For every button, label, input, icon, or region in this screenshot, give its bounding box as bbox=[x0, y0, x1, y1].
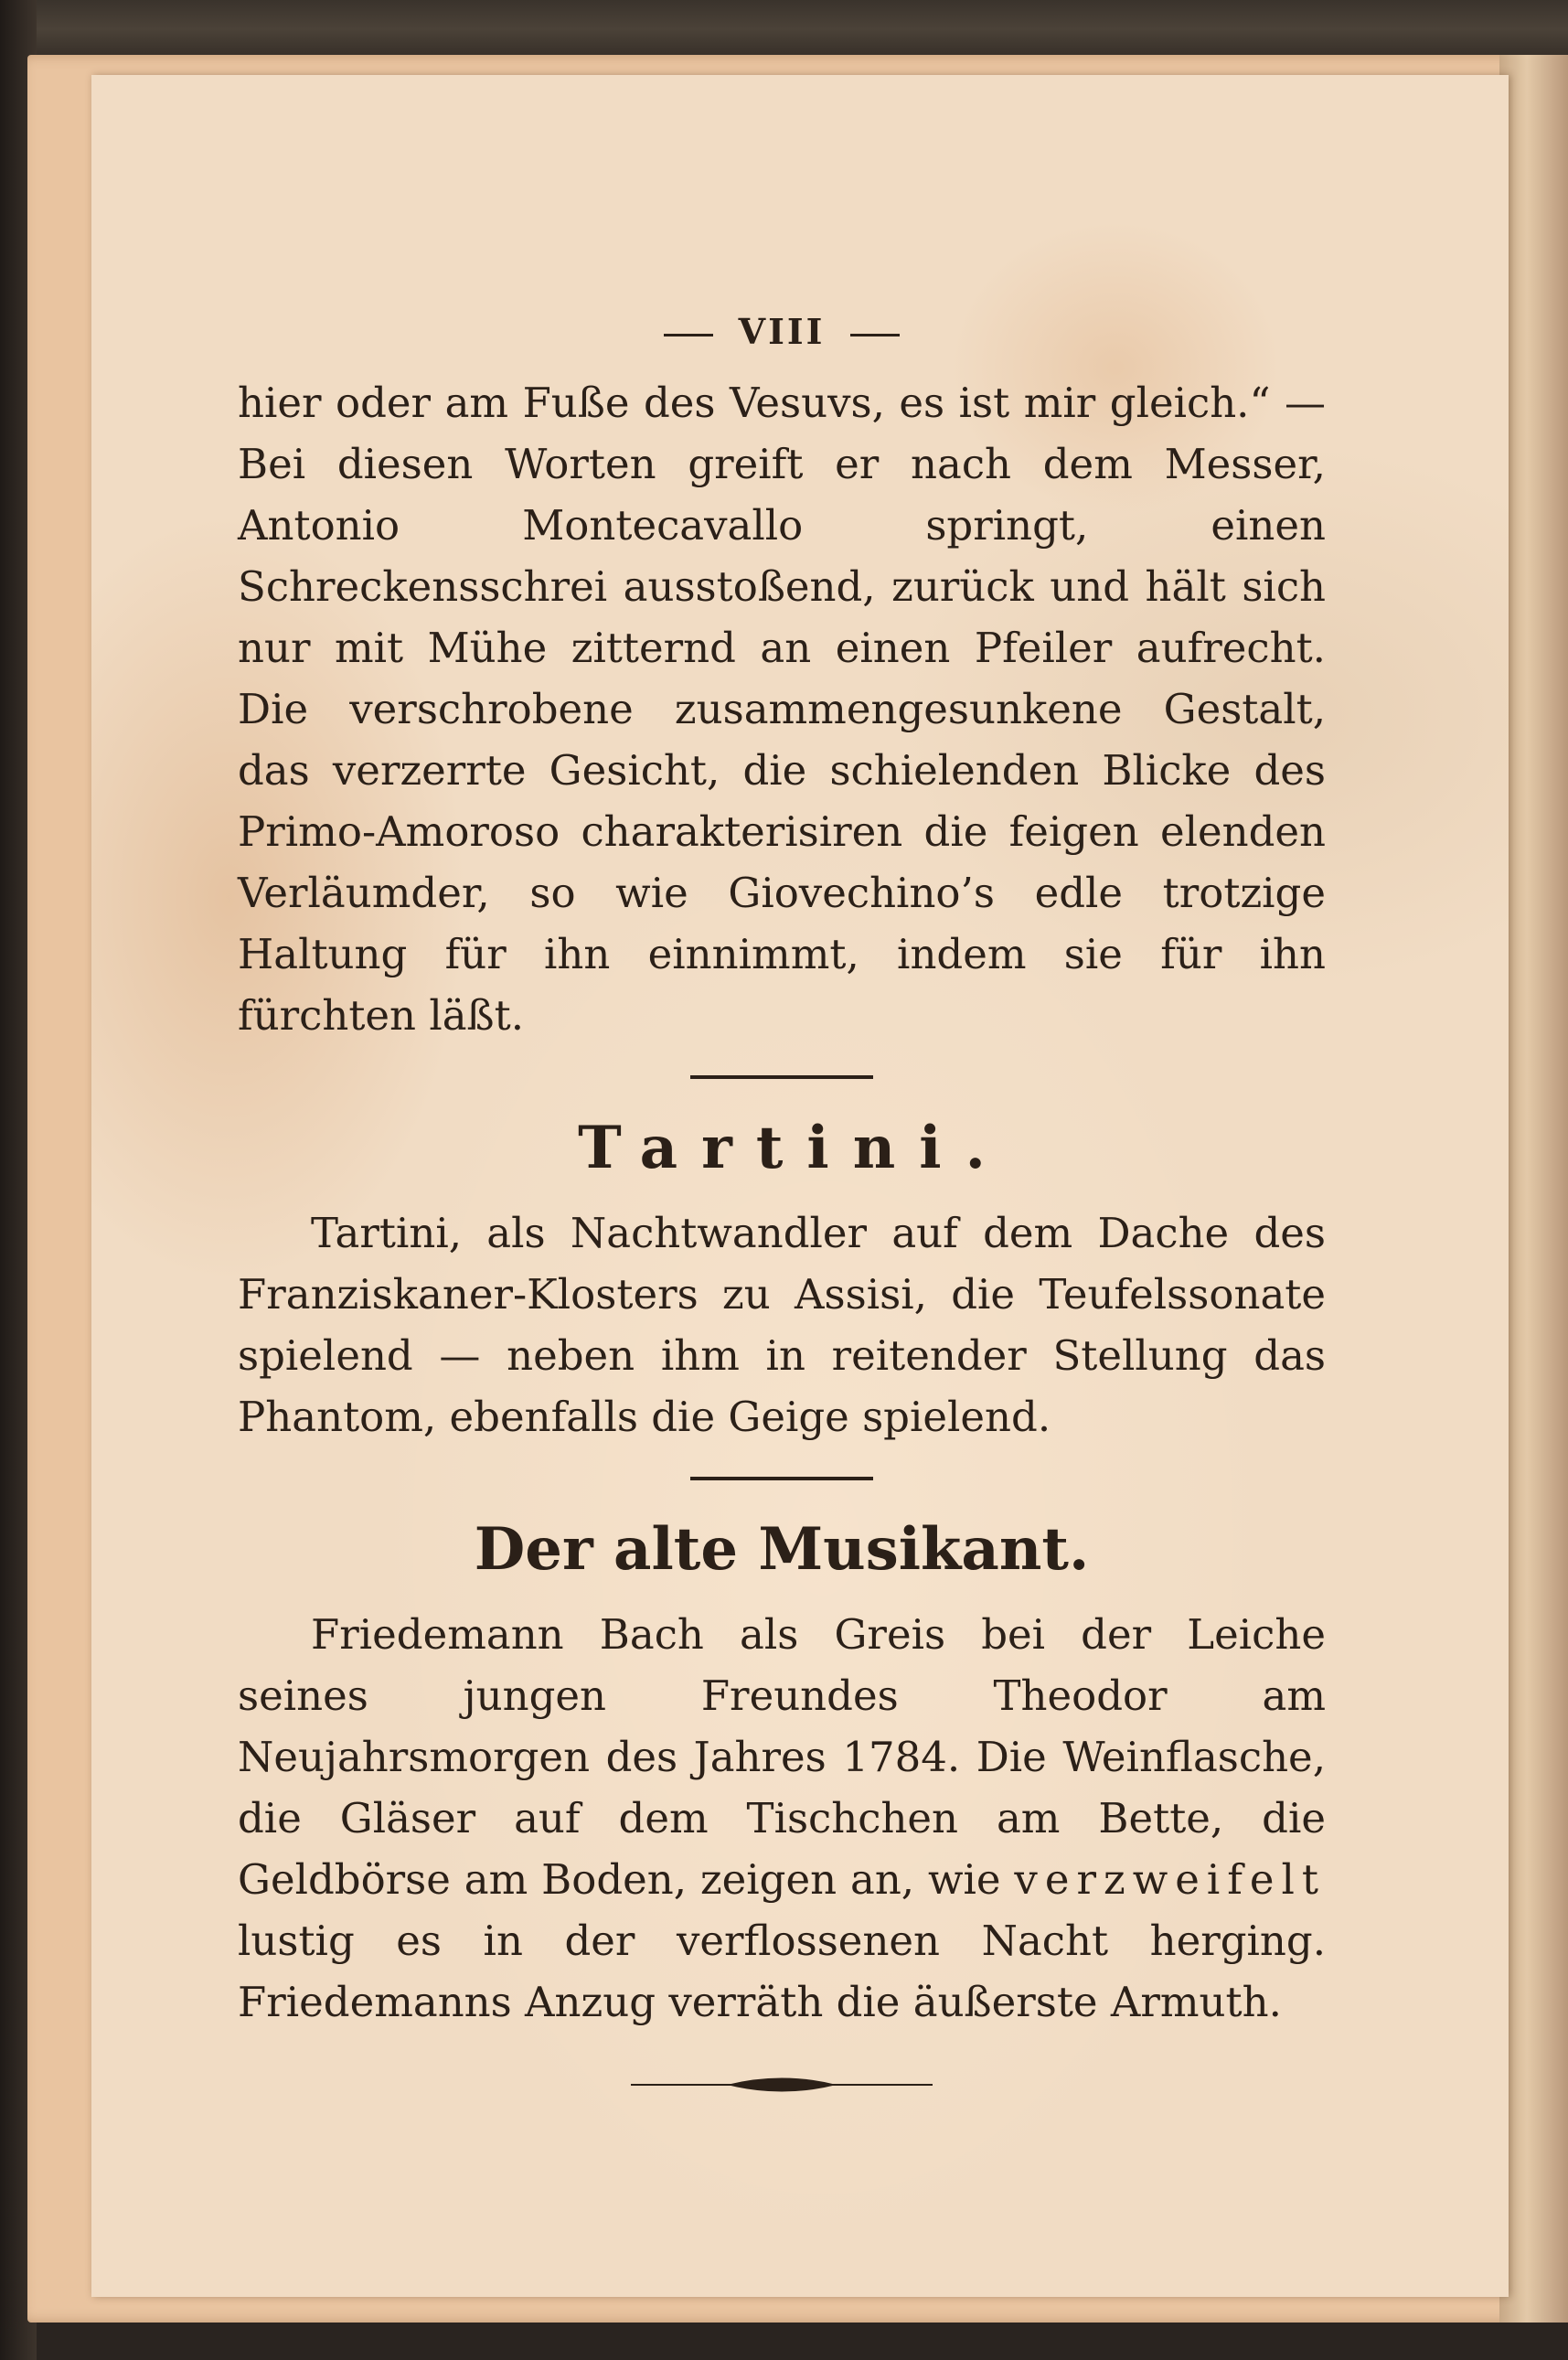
paragraph-text-before: Friedemann Bach als Greis bei der Leiche seines jungen Freundes Theodor am Neujahrsmorgen des Jahres 1784. Die Weinflasche, die Gläser auf dem Tischchen am Bette, die Geldbörse am Boden, zeigen an, wie bbox=[238, 1610, 1326, 1904]
heading-tartini: Tartini. bbox=[578, 1114, 1009, 1182]
page-number-dash-right bbox=[850, 334, 900, 336]
end-ornament bbox=[631, 2071, 933, 2098]
paragraph-text-after: lustig es in der verflossenen Nacht herging. Friedemanns Anzug verräth die äußerste Armuth. bbox=[238, 1917, 1326, 2026]
section-divider-2 bbox=[690, 1477, 873, 1480]
page-number-text: VIII bbox=[738, 311, 826, 352]
page-number bbox=[238, 311, 1326, 352]
section-divider-1 bbox=[690, 1075, 873, 1079]
paragraph-der-alte-musikant bbox=[238, 1604, 1326, 2033]
emphasized-word: verzweifelt bbox=[1014, 1855, 1326, 1904]
heading-der-alte-musikant: Der alte Musikant. bbox=[474, 1515, 1090, 1584]
page-content bbox=[238, 311, 1326, 2098]
page-number-dash-left bbox=[664, 334, 713, 336]
page-edge bbox=[1499, 55, 1568, 2323]
paragraph-tartini: Tartini, als Nachtwandler auf dem Dache des Franziskaner-Klosters zu Assisi, die Teufelssonate spielend — neben ihm in reitender Stellung das Phantom, ebenfalls die Geige spielend. bbox=[238, 1209, 1326, 1441]
paragraph-continuation: hier oder am Fuße des Vesuvs, es ist mir gleich.“ — Bei diesen Worten greift er nach dem Messer, Antonio Montecavallo springt, einen Schreckensschrei ausstoßend, zurück und hält sich nur mit Mühe zitternd an einen Pfeiler aufrecht. Die verschrobene zusammengesunkene Gestalt, das verzerrte Gesicht, die schielenden Blicke des Primo-Amoroso charakterisiren die feigen elenden Verläumder, so wie Giovechino’s edle trotzige Haltung für ihn einnimmt, indem sie für ihn fürchten läßt. bbox=[238, 379, 1326, 1040]
